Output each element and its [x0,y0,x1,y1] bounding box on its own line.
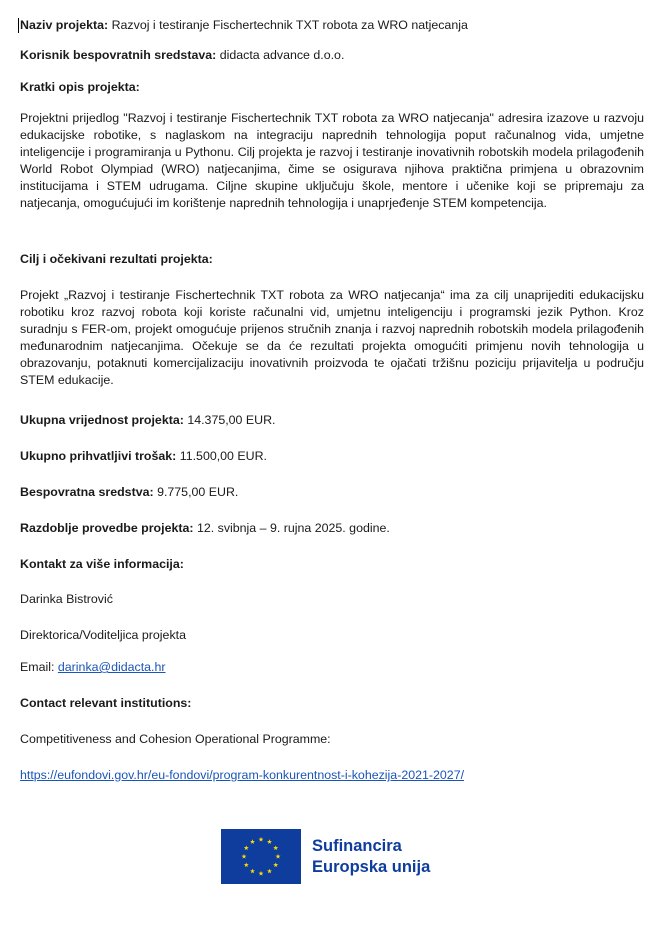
eu-star-icon [242,854,247,859]
summary-heading: Kratki opis projekta: [20,80,140,94]
period-value: 12. svibnja – 9. rujna 2025. godine. [196,521,390,535]
eu-star-icon [244,862,249,867]
total-value-label: Ukupna vrijednost projekta: [20,413,184,427]
eu-star-icon [273,845,278,850]
period-label: Razdoblje provedbe projekta: [20,521,194,535]
eu-star-icon [259,871,264,876]
goals-heading: Cilj i očekivani rezultati projekta: [20,252,213,266]
total-value-line [20,412,276,429]
eligible-cost-label: Ukupno prihvatljivi trošak: [20,449,177,463]
contact-heading: Kontakt za više informacija: [20,557,184,571]
contact-name: Darinka Bistrović [20,592,113,606]
programme-name: Competitiveness and Cohesion Operational Programme: [20,732,331,746]
eu-cofinancing-logo [221,829,451,885]
eu-star-icon [259,837,264,842]
email-link[interactable]: darinka@didacta.hr [57,660,166,674]
beneficiary-label: Korisnik bespovratnih sredstava: [20,48,217,62]
eu-star-icon [273,862,278,867]
eu-star-icon [250,869,255,874]
grant-line [20,484,238,501]
logo-line-1: Sufinancira [312,837,402,855]
eu-star-icon [267,839,272,844]
grant-value: 9.775,00 EUR. [157,485,239,499]
programme-link-line [20,767,464,784]
eligible-cost-line [20,448,267,465]
project-name-label: Naziv projekta: [20,18,109,32]
project-name-value: Razvoj i testiranje Fischertechnik TXT robota za WRO natjecanja [111,18,468,32]
eu-stars [221,829,301,884]
logo-text [312,836,430,878]
text-cursor [18,18,19,33]
eligible-cost: 11.500,00 EUR. [179,449,267,463]
eu-star-icon [267,869,272,874]
eu-star-icon [250,839,255,844]
beneficiary-value: didacta advance d.o.o. [219,48,345,62]
goals-paragraph: Projekt „Razvoj i testiranje Fischertechnik TXT robota za WRO natjecanja“ ima za cilj unaprijediti edukacijsku robotiku kroz razvoj robota koji koriste računalni vid, umjetnu inteligenciju i programski jezik Python. Kroz suradnju s FER-om, projekt omogućuje prijenos stručnih znanja i razvoj naprednih robotskih modela prilagođenih međunarodnim natjecanjima. Očekuje se da će rezultati projekta omogućiti primjenu novih tehnologija u obrazovanju, potaknuti komercijalizaciju inovativnih proizvoda te ojačati tržišnu poziciju prijavitelja u području STEM edukacije. [20,288,644,387]
project-name-line [20,17,468,34]
email-label: Email: [20,660,55,674]
eu-star-icon [276,854,281,859]
grant-label: Bespovratna sredstva: [20,485,154,499]
total-value: 14.375,00 EUR. [187,413,276,427]
period-line [20,520,390,537]
eu-flag-icon [221,829,301,884]
contact-email-line [20,659,166,676]
eu-star-icon [244,845,249,850]
institutions-heading: Contact relevant institutions: [20,696,192,710]
programme-link[interactable]: https://eufondovi.gov.hr/eu-fondovi/program-konkurentnost-i-kohezija-2021-2027/ [20,768,465,782]
summary-paragraph: Projektni prijedlog "Razvoj i testiranje Fischertechnik TXT robota za WRO natjecanja" adresira izazove u razvoju edukacijske robotike, s naglaskom na integraciju naprednih tehnologija poput računalnog vida, umjetne inteligencije i programiranja u Pythonu. Cilj projekta je razvoj i testiranje inovativnih robotskih modela prilagođenih World Robot Olympiad (WRO) natjecanjima, čime se osigurava njihova praktična primjena u obrazovnim institucijama i STEM udrugama. Ciljne skupine uključuju škole, mentore i učenike koji se pripremaju za natjecanja, omogućujući im korištenje naprednih tehnologija i unaprjeđenje STEM kompetencija. [20,111,644,210]
contact-role: Direktorica/Voditeljica projekta [20,628,186,642]
beneficiary-line [20,47,344,64]
logo-line-2: Europska unija [312,858,431,876]
